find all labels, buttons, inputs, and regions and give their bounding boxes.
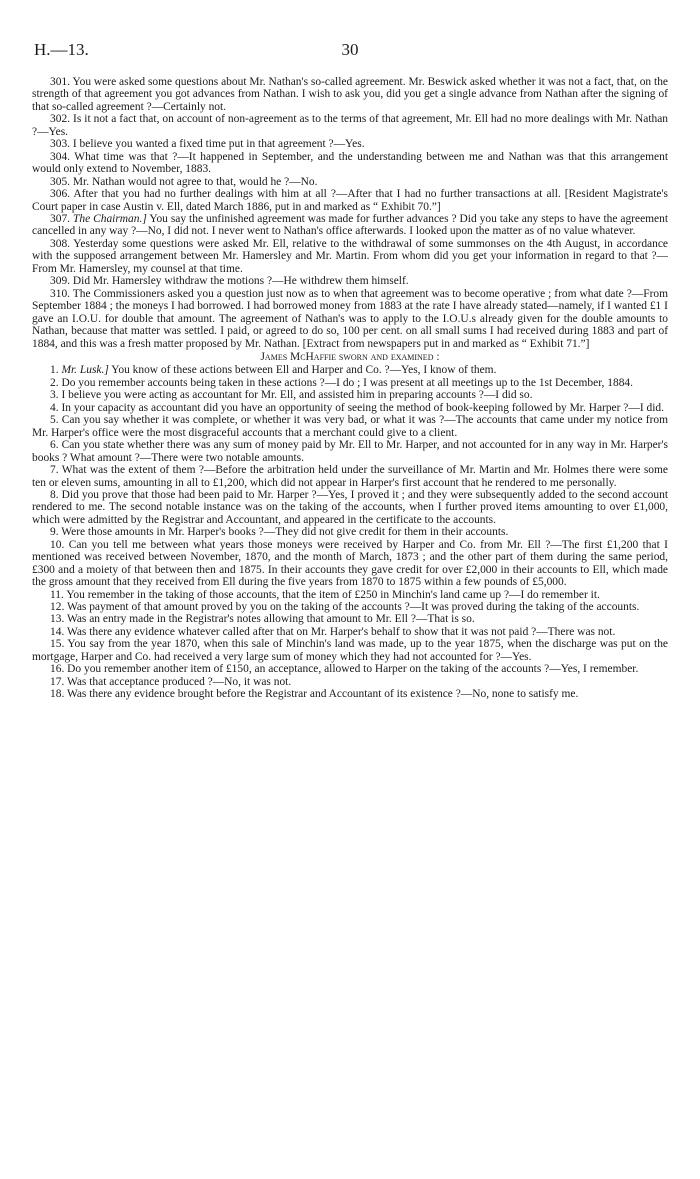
question-number: 307. — [50, 212, 71, 225]
question-number: 16. — [50, 663, 65, 676]
question-paragraph — [32, 688, 668, 700]
question-text: You say the unfinished agreement was made for further advances ? Did you take any steps to have the agreement cancelled in any way ?—No, I did not. I never went to Nathan's office afterwards. I looked upon the matter as of no value whatever. — [32, 212, 669, 238]
page-number: 30 — [341, 40, 359, 59]
question-paragraph — [32, 377, 668, 389]
testimony-section-1 — [32, 76, 668, 350]
question-paragraph — [32, 389, 668, 401]
question-paragraph — [32, 539, 668, 589]
question-paragraph — [32, 464, 668, 489]
question-paragraph — [32, 76, 668, 113]
question-text: Were those amounts in Mr. Harper's books ?—They did not give credit for them in their accounts. — [61, 526, 509, 539]
question-text: Can you say whether it was complete, or whether it was very bad, or what it was ?—The accounts that came under my notice from Mr. Harper's office were the most disgraceful accounts that a merchant could give to a client. — [32, 414, 668, 439]
question-text: Was an entry made in the Registrar's notes allowing that amount to Mr. Ell ?—That is so. — [66, 613, 475, 626]
page-header — [32, 40, 668, 66]
speaker-name: Mr. Lusk.] — [61, 364, 109, 377]
question-text: Can you state whether there was any sum of money paid by Mr. Ell to Mr. Harper, and not accounted for in any way in Mr. Harper's books ? What amount ?—There were two notable amounts. — [32, 439, 668, 464]
question-number: 8. — [50, 488, 59, 501]
question-text: Do you remember accounts being taken in these actions ?—I do ; I was present at all meetings up to the 1st December, 1884. — [61, 376, 634, 389]
question-text: You know of these actions between Ell and Harper and Co. ?—Yes, I know of them. — [111, 364, 497, 377]
question-number: 11. — [50, 588, 64, 601]
question-paragraph — [32, 176, 668, 188]
question-text: Was payment of that amount proved by you on the taking of the accounts ?—It was proved during the taking of the accounts. — [66, 601, 640, 614]
question-paragraph — [32, 613, 668, 625]
question-number: 7. — [50, 464, 59, 477]
question-number: 303. — [50, 138, 71, 151]
question-paragraph — [32, 601, 668, 613]
question-text: I believe you were acting as accountant for Mr. Ell, and assisted him in preparing accounts ?—I did so. — [61, 389, 533, 402]
question-number: 17. — [50, 675, 65, 688]
question-text: In your capacity as accountant did you have an opportunity of seeing the method of book-keeping followed by Mr. Harper ?—I did. — [61, 401, 664, 414]
question-text: Is it not a fact that, on account of non-agreement as to the terms of that agreement, Mr. Ell had no more dealings with Mr. Nathan ?—Yes. — [32, 113, 669, 138]
question-text: Did you prove that those had been paid to Mr. Harper ?—Yes, I proved it ; and they were subsequently added to the second account rendered to me. The second notable instance was on the taking of the accounts, when I further proved items amounting to over £1,000, which were admitted by the Registrar and Accountant, and appeared in the certificate to the accounts. — [32, 488, 668, 526]
question-paragraph — [32, 275, 668, 287]
question-paragraph — [32, 402, 668, 414]
question-paragraph — [32, 364, 668, 376]
question-number: 304. — [50, 150, 71, 163]
question-paragraph — [32, 414, 668, 439]
testimony-section-2 — [32, 364, 668, 700]
question-paragraph — [32, 589, 668, 601]
question-text: Do you remember another item of £150, an acceptance, allowed to Harper on the taking of the accounts ?—Yes, I remember. — [67, 663, 639, 676]
question-number: 5. — [50, 414, 59, 427]
question-text: After that you had no further dealings with him at all ?—After that I had no further transactions at all. [Resident Magistrate's Court paper in case Austin v. Ell, dated March 1886, put in and marked as “ Exhibit 70.”] — [32, 188, 668, 213]
question-paragraph — [32, 489, 668, 526]
question-number: 309. — [50, 275, 71, 288]
question-number: 301. — [50, 76, 71, 88]
question-number: 3. — [50, 389, 59, 402]
witness-heading: James McHaffie sworn and examined : — [260, 350, 440, 363]
question-text: You say from the year 1870, when this sale of Minchin's land was made, up to the year 1875, when the discharge was put on the mortgage, Harper and Co. had received a very large sum of money which they had not accounted for ?—Yes. — [32, 638, 668, 663]
question-text: What time was that ?—It happened in September, and the understanding between me and Nathan was that this arrangement would only extend to November, 1883. — [32, 150, 669, 176]
question-number: 305. — [50, 175, 71, 188]
question-number: 18. — [50, 688, 65, 701]
question-number: 308. — [50, 237, 71, 250]
question-number: 310. — [50, 287, 71, 300]
question-text: Did Mr. Hamersley withdraw the motions ?—He withdrew them himself. — [72, 275, 409, 288]
question-paragraph — [32, 238, 668, 275]
question-number: 10. — [50, 538, 65, 551]
question-paragraph — [32, 151, 668, 176]
question-paragraph — [32, 138, 668, 150]
question-number: 2. — [50, 376, 59, 389]
question-number: 14. — [50, 625, 65, 638]
question-paragraph — [32, 626, 668, 638]
question-text: Was there any evidence whatever called after that on Mr. Harper's behalf to show that it was not paid ?—There was not. — [66, 625, 616, 638]
question-number: 12. — [50, 601, 65, 614]
question-paragraph — [32, 113, 668, 138]
question-number: 306. — [50, 188, 71, 201]
question-paragraph — [32, 439, 668, 464]
question-number: 9. — [50, 526, 59, 539]
question-text: Can you tell me between what years those moneys were received by Harper and Co. from Mr. Ell ?—The first £1,200 that I mentioned was received between November, 1870, and the month of March, 1873 ; and the other part of them during the same period, £300 and a moiety of that between then and 1875. In their accounts they gave credit for over £2,000 in their accounts to Ell, which made the gross amount that they received from Ell during the five years from 1870 to 1875 within a few pounds of £5,000. — [32, 538, 668, 589]
question-number: 6. — [50, 439, 59, 452]
question-paragraph — [32, 526, 668, 538]
question-text: You were asked some questions about Mr. Nathan's so-called agreement. Mr. Beswick asked whether it was not a fact, that, on the strength of that agreement you got advances from Nathan. I wish to ask you, did you get a single advance from Nathan after the signing of that so-called agreement ?—Certainly not. — [32, 76, 668, 113]
document-body — [32, 76, 668, 701]
question-paragraph — [32, 676, 668, 688]
question-paragraph — [32, 288, 668, 350]
question-paragraph — [32, 638, 668, 663]
question-paragraph — [32, 188, 668, 213]
question-text: Yesterday some questions were asked Mr. Ell, relative to the withdrawal of some summonses on the 4th August, in accordance with the supposed arrangement between Mr. Hamersley and Mr. Martin. From whom did you get your information in regard to that ?—From Mr. Hamersley, my counsel at that time. — [32, 237, 668, 275]
question-text: The Commissioners asked you a question just now as to when that agreement was to become operative ; from what date ?—From September 1884 ; the moneys I had borrowed. I had borrowed money from 1883 at the rate I have already stated—namely, if I wanted £1 I gave an I.O.U. for double that amount. The agreement of Nathan's was to apply to the I.O.U.s already given for the double amounts to Nathan, because that matter was settled. I paid, or agreed to do so, 100 per cent. on all small sums I had received during 1883 and part of 1884, and this was a fresh matter proposed by Mr. Nathan. [Extract from newspapers put in and marked as “ Exhibit 71.”] — [32, 287, 668, 350]
question-text: Mr. Nathan would not agree to that, would he ?—No. — [72, 175, 318, 188]
question-paragraph — [32, 663, 668, 675]
question-text: Was there any evidence brought before the Registrar and Accountant of its existence ?—No, none to satisfy me. — [66, 688, 579, 701]
speaker-name: The Chairman.] — [72, 212, 147, 225]
question-text: What was the extent of them ?—Before the arbitration held under the surveillance of Mr. Martin and Mr. Holmes there were some ten or eleven sums, amounting in all to £1,200, which did not appear in Harper's first account that he rendered to me personally. — [32, 464, 668, 489]
document-reference: H.—13. — [34, 40, 89, 59]
question-text: Was that acceptance produced ?—No, it was not. — [66, 675, 292, 688]
question-number: 15. — [50, 638, 65, 651]
question-text: I believe you wanted a fixed time put in that agreement ?—Yes. — [72, 138, 365, 151]
question-text: You remember in the taking of those accounts, that the item of £250 in Minchin's land came up ?—I do remember it. — [66, 588, 600, 601]
question-paragraph — [32, 213, 668, 238]
question-number: 13. — [50, 613, 65, 626]
question-number: 302. — [50, 113, 71, 126]
question-number: 1. — [50, 364, 59, 377]
question-number: 4. — [50, 401, 59, 414]
